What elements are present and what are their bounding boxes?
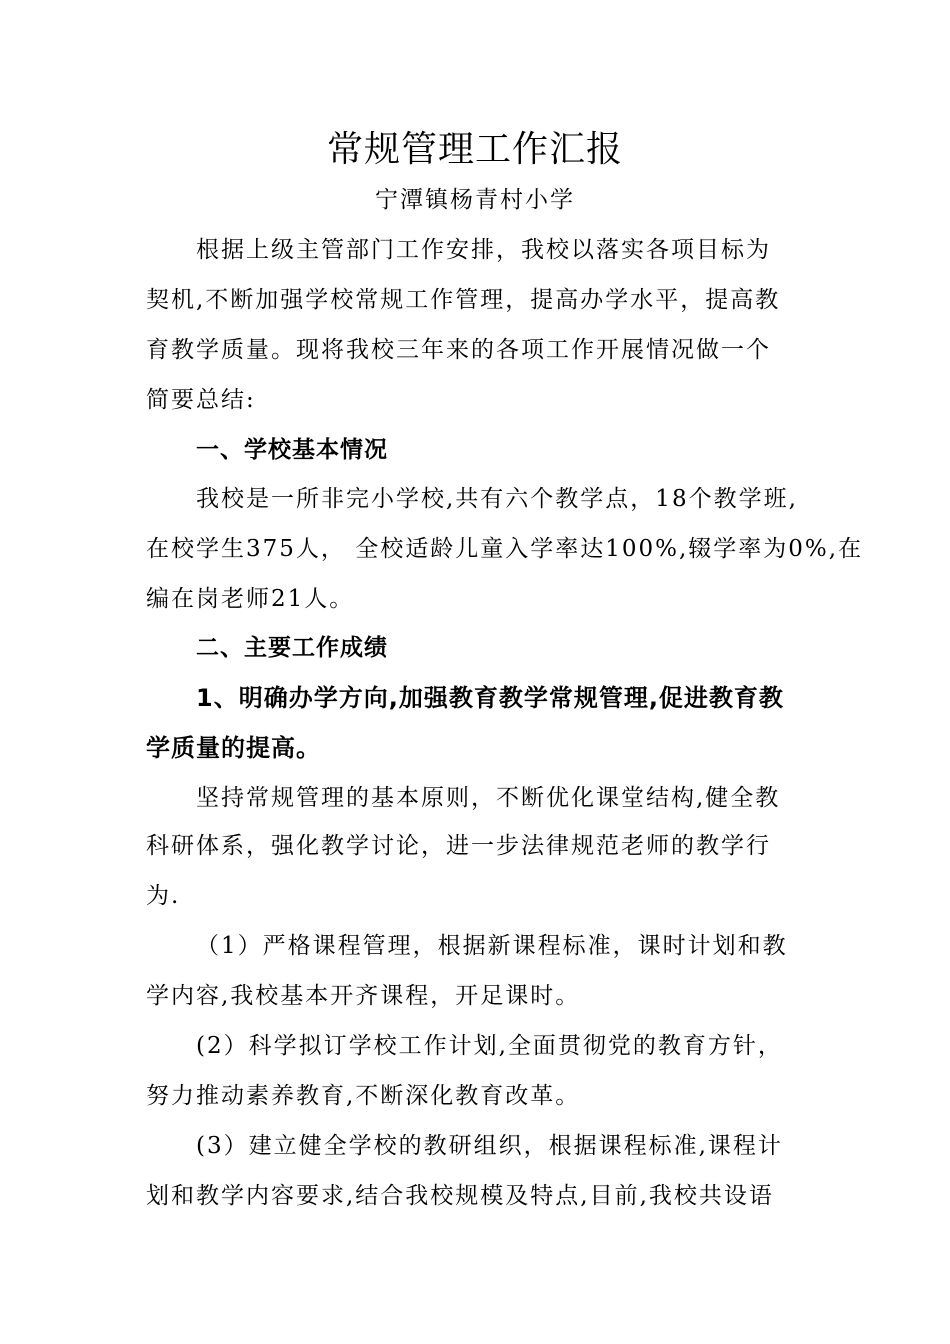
paragraph-line: 划和教学内容要求,结合我校规模及特点,目前,我校共设语: [146, 1183, 774, 1209]
paragraph-line: 为.: [146, 883, 181, 909]
paragraph-line: 根据上级主管部门工作安排，我校以落实各项目标为: [196, 237, 771, 263]
section-heading: 二、主要工作成绩: [196, 635, 388, 661]
list-item-line: （1）严格课程管理，根据新课程标准，课时计划和教: [196, 933, 788, 959]
list-item-line: (3）建立健全学校的教研组织，根据课程标准,课程计: [196, 1133, 783, 1159]
paragraph-line: 科研体系，强化教学讨论，进一步法律规范老师的教学行: [146, 833, 771, 859]
paragraph-line: 坚持常规管理的基本原则，不断优化课堂结构,健全教: [196, 785, 781, 811]
paragraph-line: 学内容,我校基本开齐课程，开足课时。: [146, 983, 581, 1009]
list-item-line: (2）科学拟订学校工作计划,全面贯彻党的教育方针，: [196, 1033, 783, 1059]
paragraph-line: 编在岗老师21人。: [146, 586, 355, 612]
paragraph-line: 我校是一所非完小学校,共有六个教学点，18个教学班,: [196, 486, 798, 512]
subsection-heading: 学质量的提高。: [146, 734, 321, 762]
document-title: 常规管理工作汇报: [326, 129, 623, 170]
section-heading: 一、学校基本情况: [196, 437, 388, 463]
subsection-heading: 1、明确办学方向,加强教育教学常规管理,促进教育教: [196, 684, 784, 712]
paragraph-line: 育教学质量。现将我校三年来的各项工作开展情况做一个: [146, 337, 771, 363]
paragraph-line: 在校学生375人， 全校适龄儿童入学率达100%,辍学率为0%,在: [146, 536, 864, 562]
paragraph-line: 努力推动素养教育,不断深化教育改革。: [146, 1083, 581, 1109]
paragraph-line: 契机,不断加强学校常规工作管理，提高办学水平，提高教: [146, 287, 781, 313]
document-subtitle: 宁潭镇杨青村小学: [375, 187, 575, 213]
paragraph-line: 简要总结:: [146, 387, 256, 413]
